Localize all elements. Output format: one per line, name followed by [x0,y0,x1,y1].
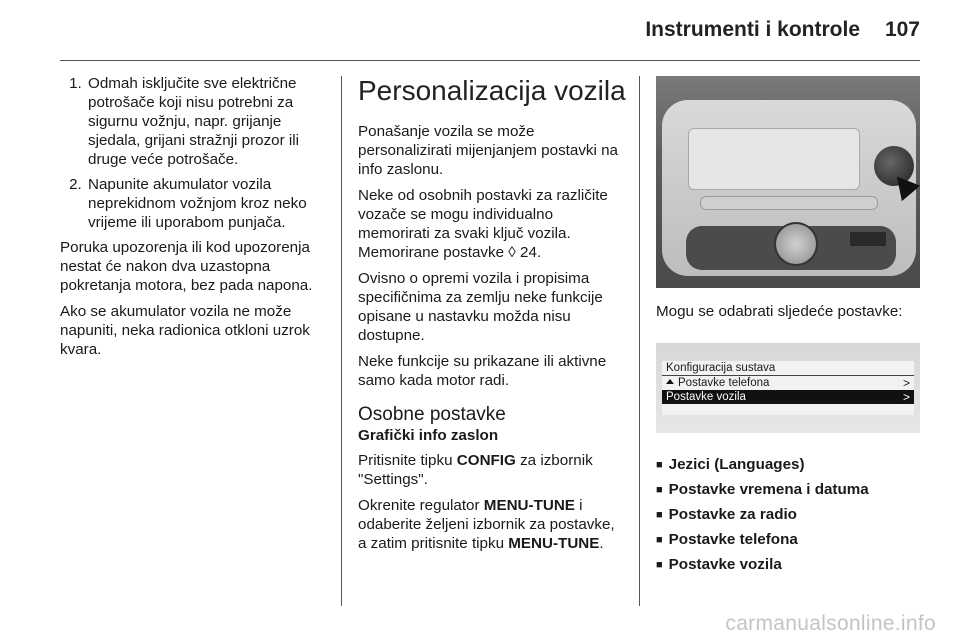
display-row-vozila[interactable] [662,390,914,404]
column-divider-1 [341,76,342,606]
section-title: Personalizacija vozila [358,75,626,106]
subsubheading: Grafički info zaslon [358,427,499,444]
display-row-telefon[interactable] [662,376,914,390]
config-key-label: CONFIG [456,452,516,469]
menu-tune-text-c: i odaberite željeni izbornik za postavke, a zatim pritisnite tipku [358,497,615,552]
options-caption: Mogu se odabrati sljedeće postavke: [656,303,903,320]
config-paragraph [358,451,626,489]
column-3 [656,74,922,580]
menu-tune-text-a: Okrenite regulator [358,497,480,514]
chevron-right-icon: > [902,390,910,404]
battery-paragraph: Ako se akumulator vozila ne može napuniti, neka radionica otkloni uzrok kvara. [60,303,310,358]
chevron-right-icon: > [902,376,910,390]
display-title [662,361,914,376]
page-reference-link[interactable]: 24. [520,244,542,261]
display-row-label: Postavke vozila [666,391,746,403]
page-header-title: Instrumenti i kontrole [645,18,860,41]
menu-tune-paragraph [358,496,626,553]
page-reference-icon: ◊ [508,244,516,261]
menu-tune-text-e: . [599,535,604,552]
column-divider-2 [639,76,640,606]
option-item: ■ Postavke za radio [656,505,922,525]
menu-tune-key-label: MENU-TUNE [483,497,575,514]
options-list [656,455,922,575]
display-row-label: Postavke telefona [678,377,770,389]
steps-list [60,74,328,232]
scroll-up-icon [666,379,674,384]
column-2 [358,74,626,560]
step-item: 2. Napunite akumulator vozila neprekidnom vožnjom kroz neko vrijeme ili uporabom punjača. [86,175,328,232]
header-rule [60,60,920,61]
watermark: carmanualsonline.info [725,612,936,635]
step-item: 1. Odmah isključite sve električne potrošače koji nisu potrebni za sigurnu vožnju, napr. grijanje sjedala, grijani stražnji prozor ili druge veće potrošače. [86,74,328,169]
memory-text: Neke od osobnih postavki za različite vozače se mogu individualno memorirati za svaki ključ vozila. Memorirane postavke [358,187,608,261]
intro-paragraph: Ponašanje vozila se može personalizirati mijenjanjem postavki na info zaslonu. [358,123,618,178]
direction-dial [774,222,818,266]
option-item: ■ Postavke vozila [656,555,922,575]
menu-tune-key-label-2: MENU-TUNE [508,535,600,552]
page-number: 107 [884,18,920,41]
info-screen [688,128,860,190]
equipment-paragraph: Ovisno o opremi vozila i propisima specifičnima za zemlju neke funkcije opisane u nastavku možda nisu dostupne. [358,270,603,344]
config-button-in-photo [850,232,886,246]
config-text-c: za izbornik "Settings". [358,452,593,488]
config-display-screen [662,361,914,415]
preset-keys [700,196,878,210]
display-title-text: Konfiguracija sustava [666,362,776,374]
subheading: Osobne postavke [358,404,506,425]
config-text-a: Pritisnite tipku [358,452,453,469]
option-item: ■ Jezici (Languages) [656,455,922,475]
column-1 [60,74,328,366]
option-item: ■ Postavke telefona [656,530,922,550]
config-display [656,343,920,433]
dashboard-photo [656,76,920,288]
option-item: ■ Postavke vremena i datuma [656,480,922,500]
memory-paragraph [358,186,626,262]
warning-paragraph: Poruka upozorenja ili kod upozorenja nestat će nakon dva uzastopna pokretanja motora, bez pada napona. [60,239,313,294]
engine-paragraph: Neke funkcije su prikazane ili aktivne samo kada motor radi. [358,353,607,389]
